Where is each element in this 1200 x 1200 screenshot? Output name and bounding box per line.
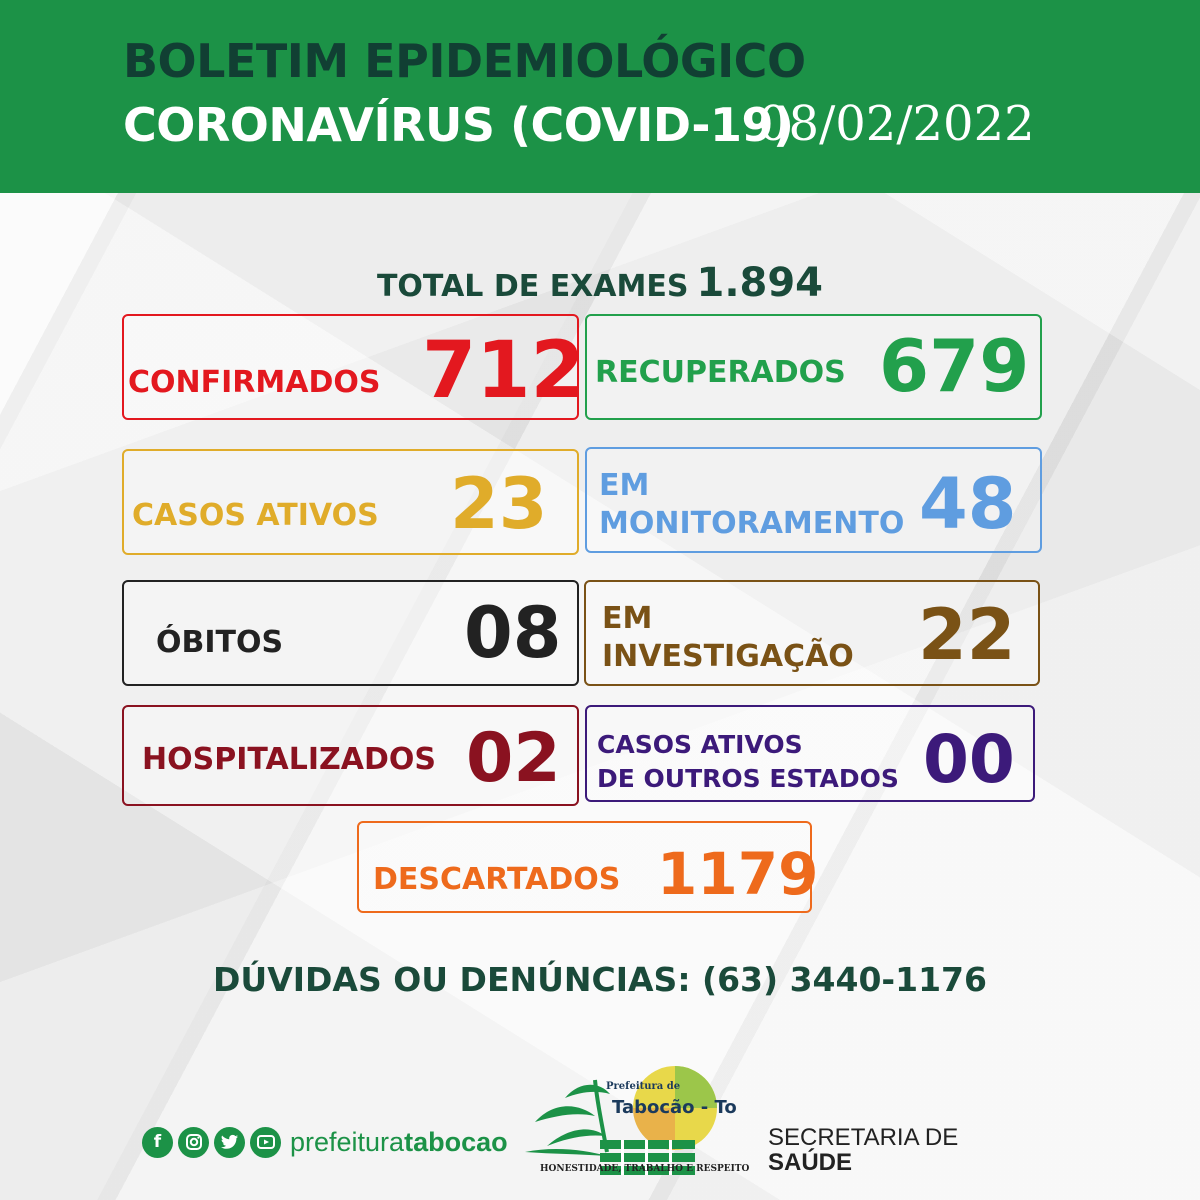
bulletin-date: 08/02/2022 xyxy=(758,96,1035,152)
obitos-card xyxy=(122,580,579,686)
total-exams-label: TOTAL DE EXAMES xyxy=(376,269,689,304)
total-exams-value: 1.894 xyxy=(696,260,824,306)
obitos-label: ÓBITOS xyxy=(156,625,284,660)
monitoramento-card xyxy=(585,447,1042,553)
facebook-icon[interactable]: f xyxy=(142,1127,173,1158)
casos-ativos-value: 23 xyxy=(450,463,548,545)
monitoramento-value: 48 xyxy=(919,463,1017,545)
outros-estados-label-line2: DE OUTROS ESTADOS xyxy=(597,764,899,793)
total-exams xyxy=(0,260,1200,306)
hospitalizados-label: HOSPITALIZADOS xyxy=(142,742,436,777)
casos-ativos-card xyxy=(122,449,579,555)
confirmados-value: 712 xyxy=(422,326,585,416)
secretaria-line1: SECRETARIA DE xyxy=(768,1124,959,1151)
instagram-icon[interactable] xyxy=(178,1127,209,1158)
outros-estados-value: 00 xyxy=(923,721,1015,798)
youtube-icon[interactable] xyxy=(250,1127,281,1158)
logo-prefeitura-text: Prefeitura de xyxy=(606,1081,681,1092)
outros-estados-card xyxy=(585,705,1035,802)
social-handle-prefix: prefeitura xyxy=(290,1126,405,1157)
confirmados-card xyxy=(122,314,585,420)
obitos-value: 08 xyxy=(464,592,562,674)
logo-city-name: Tabocão - To xyxy=(612,1097,737,1118)
header-banner xyxy=(0,0,1200,193)
social-handle[interactable] xyxy=(290,1127,508,1158)
monitoramento-label-line1: EM xyxy=(599,468,650,503)
descartados-card xyxy=(357,821,819,913)
social-links xyxy=(142,1124,508,1160)
hospitalizados-value: 02 xyxy=(466,719,561,798)
logo-motto: HONESTIDADE, TRABALHO E RESPEITO xyxy=(540,1164,750,1174)
twitter-icon[interactable] xyxy=(214,1127,245,1158)
descartados-label: DESCARTADOS xyxy=(373,862,621,897)
bulletin-title: BOLETIM EPIDEMIOLÓGICO xyxy=(123,34,806,88)
casos-ativos-label: CASOS ATIVOS xyxy=(132,498,379,533)
hospitalizados-card xyxy=(122,705,579,806)
contact-phone: DÚVIDAS OU DENÚNCIAS: (63) 3440-1176 xyxy=(213,960,987,999)
investigacao-value: 22 xyxy=(918,594,1016,676)
confirmados-label: CONFIRMADOS xyxy=(128,365,381,400)
investigacao-label-line2: INVESTIGAÇÃO xyxy=(602,639,854,674)
recuperados-card xyxy=(585,314,1042,420)
recuperados-value: 679 xyxy=(879,324,1030,408)
secretaria-line2: SAÚDE xyxy=(768,1149,853,1176)
social-handle-bold: tabocao xyxy=(404,1126,508,1157)
outros-estados-label-line1: CASOS ATIVOS xyxy=(597,730,803,759)
recuperados-label: RECUPERADOS xyxy=(595,355,846,390)
investigacao-card xyxy=(584,580,1040,686)
investigacao-label-line1: EM xyxy=(602,601,653,636)
bulletin-subtitle: CORONAVÍRUS (COVID-19) xyxy=(123,98,794,152)
monitoramento-label-line2: MONITORAMENTO xyxy=(599,506,905,541)
descartados-value: 1179 xyxy=(657,840,819,908)
